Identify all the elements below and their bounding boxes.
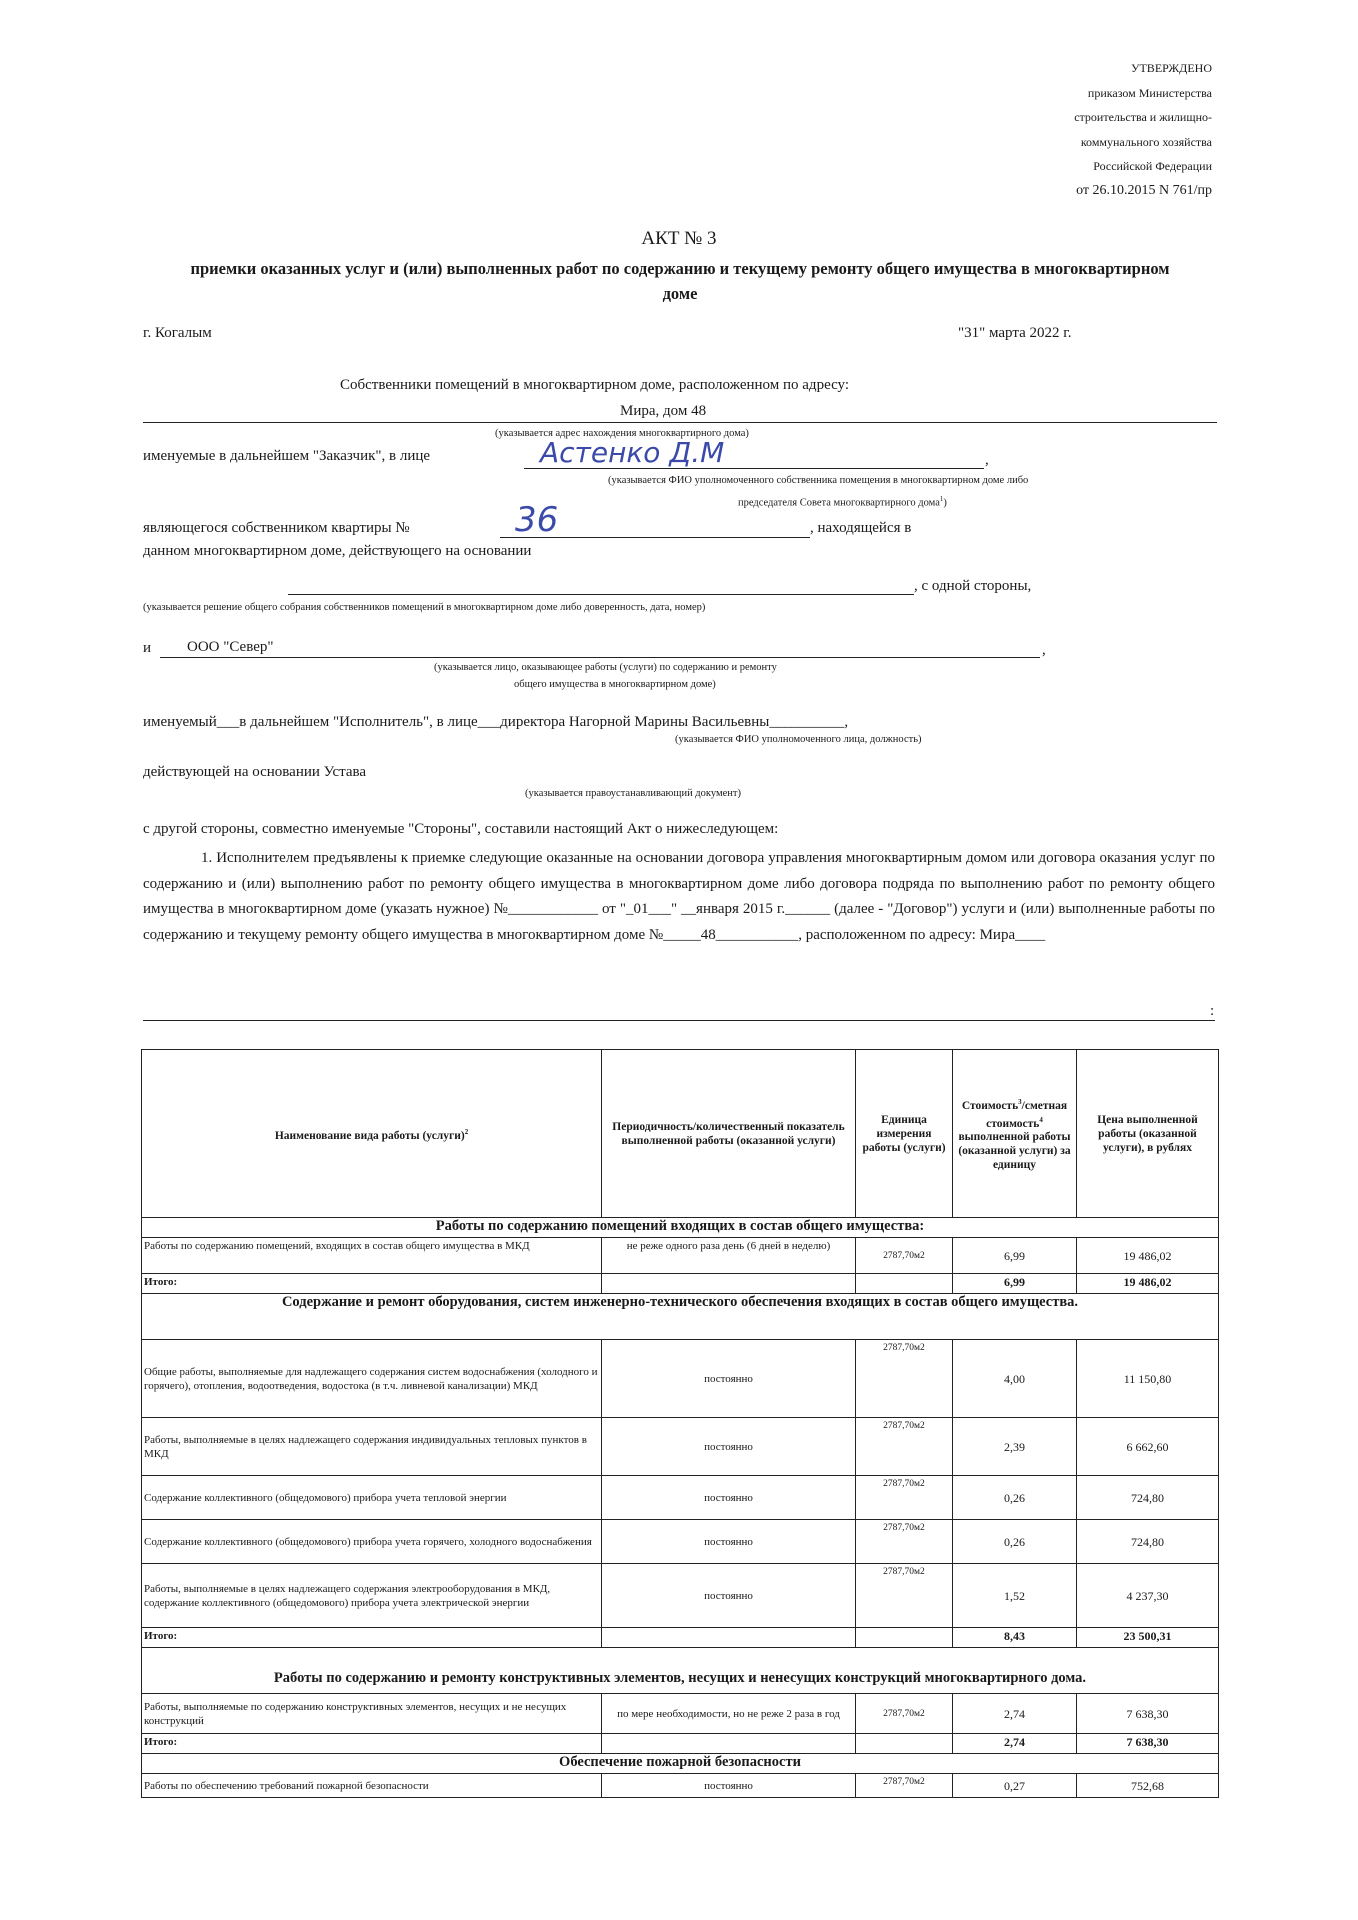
table-row	[142, 1476, 1219, 1520]
basis-hint: (указывается правоустанавливающий документ)	[525, 788, 741, 799]
table-row	[142, 1418, 1219, 1476]
act-title: приемки оказанных услуг и (или) выполненных работ по содержанию и текущему ремонту общего имущества в многоквартирном доме	[190, 259, 1170, 303]
contractor-underline	[160, 657, 1040, 658]
section-title: Работы по содержанию и ремонту конструктивных элементов, несущих и ненесущих конструкций многоквартирного дома.	[142, 1648, 1219, 1694]
work-unit: 2787,70м2	[856, 1564, 953, 1628]
work-period: не реже одного раза день (6 дней в неделю)	[602, 1238, 856, 1274]
work-period: постоянно	[602, 1564, 856, 1628]
work-unit: 2787,70м2	[856, 1476, 953, 1520]
total-row	[142, 1628, 1219, 1648]
approval-block	[952, 56, 1212, 203]
owners-intro: Собственники помещений в многоквартирном доме, расположенном по адресу:	[340, 377, 850, 393]
approval-line: строительства и жилищно-	[1074, 110, 1212, 124]
table-row	[142, 1238, 1219, 1274]
header-period: Периодичность/количественный показатель выполненной работы (оказанной услуги)	[602, 1050, 856, 1218]
approval-line: приказом Министерства	[1087, 85, 1212, 100]
act-number: АКТ № 3	[641, 228, 717, 249]
work-price: 4 237,30	[1077, 1564, 1219, 1628]
work-unit: 2787,70м2	[856, 1694, 953, 1734]
work-price: 752,68	[1077, 1774, 1219, 1798]
apartment-owner-label: являющегося собственником квартиры №	[143, 520, 410, 536]
approval-line: коммунального хозяйства	[1080, 134, 1212, 149]
one-side: , с одной стороны,	[914, 578, 1032, 594]
work-name: Работы, выполняемые по содержанию конструктивных элементов, несущих и не несущих конструкций	[142, 1694, 602, 1734]
section-row	[142, 1218, 1219, 1238]
address-underline	[143, 422, 1217, 423]
work-period: постоянно	[602, 1774, 856, 1798]
work-cost: 4,00	[953, 1340, 1077, 1418]
table-row	[142, 1694, 1219, 1734]
table-row	[142, 1520, 1219, 1564]
work-cost: 2,39	[953, 1418, 1077, 1476]
work-unit: 2787,70м2	[856, 1774, 953, 1798]
header-name: Наименование вида работы (услуги)$^2$	[142, 1050, 602, 1218]
contractor-name: ООО "Север"	[187, 639, 274, 655]
work-name: Работы по обеспечению требований пожарной безопасности	[142, 1774, 602, 1798]
apartment-number: 36	[515, 500, 559, 540]
section-title: Обеспечение пожарной безопасности	[142, 1754, 1219, 1774]
address-hint: (указывается адрес нахождения многоквартирного дома)	[495, 428, 749, 439]
act-city: г. Когалым	[143, 325, 212, 341]
clause-1-text: 1. Исполнителем предъявлены к приемке следующие оказанные на основании договора управления многоквартирным домом или договора оказания услуг по содержанию и (или) выполнению работ по ремонту общего имущества в многоквартирном доме либо договора подряда по выполнению работ по ремонту общего имущества в многоквартирном доме (указать нужное) №____________ от "_01___" __января 2015 г.______ (далее - "Договор") услуги и (или) выполненные работы по содержанию и текущему ремонту общего имущества в многоквартирном доме №_____48___________, расположенном по адресу: Мира____	[143, 850, 1215, 943]
total-price: 23 500,31	[1077, 1628, 1219, 1648]
clause-1	[143, 846, 1215, 948]
work-name: Работы по содержанию помещений, входящих в состав общего имущества в МКД	[142, 1238, 602, 1274]
section-row	[142, 1754, 1219, 1774]
work-cost: 6,99	[953, 1238, 1077, 1274]
work-price: 724,80	[1077, 1520, 1219, 1564]
basis-underline	[288, 594, 914, 595]
end-mark: :	[1210, 1003, 1215, 1019]
act-date: "31" марта 2022 г.	[958, 325, 1072, 341]
acting-basis-label: данном многоквартирном доме, действующего на основании	[143, 543, 532, 559]
total-cost: 8,43	[953, 1628, 1077, 1648]
work-period: постоянно	[602, 1340, 856, 1418]
person-hint-2: председателя Совета многоквартирного дома$^1$)	[738, 495, 947, 509]
total-cost: 2,74	[953, 1734, 1077, 1754]
work-price: 19 486,02	[1077, 1238, 1219, 1274]
works-table	[141, 1049, 1219, 1798]
work-cost: 1,52	[953, 1564, 1077, 1628]
work-cost: 0,26	[953, 1520, 1077, 1564]
total-label: Итого:	[142, 1734, 602, 1754]
work-unit: 2787,70м2	[856, 1340, 953, 1418]
total-row	[142, 1734, 1219, 1754]
work-name: Работы, выполняемые в целях надлежащего содержания индивидуальных тепловых пунктов в МКД	[142, 1418, 602, 1476]
work-price: 11 150,80	[1077, 1340, 1219, 1418]
work-price: 724,80	[1077, 1476, 1219, 1520]
address-line-underline	[143, 1020, 1215, 1021]
total-price: 7 638,30	[1077, 1734, 1219, 1754]
work-period: постоянно	[602, 1520, 856, 1564]
approval-line: Российской Федерации	[1093, 159, 1212, 173]
work-cost: 0,26	[953, 1476, 1077, 1520]
work-cost: 2,74	[953, 1694, 1077, 1734]
work-name: Работы, выполняемые в целях надлежащего содержания электрооборудования в МКД, содержание коллективного (общедомового) прибора учета электрической энергии	[142, 1564, 602, 1628]
total-label: Итого:	[142, 1628, 602, 1648]
person-hint: (указывается ФИО уполномоченного собственника помещения в многоквартирном доме либо	[608, 475, 1029, 486]
decision-hint: (указывается решение общего собрания собственников помещений в многоквартирном доме либо доверенность, дата, номер)	[143, 602, 706, 613]
approval-order: от 26.10.2015 N 761/пр	[1076, 182, 1212, 198]
table-row	[142, 1564, 1219, 1628]
header-unit: Единица измерения работы (услуги)	[856, 1050, 953, 1218]
section-title: Работы по содержанию помещений входящих в состав общего имущества:	[142, 1218, 1219, 1238]
comma: ,	[1042, 642, 1046, 658]
contractor-basis: действующей на основании Устава	[143, 764, 367, 780]
total-row	[142, 1274, 1219, 1294]
customer-signature: Астенко Д.М	[540, 436, 725, 469]
section-row	[142, 1294, 1219, 1340]
work-period: по мере необходимости, но не реже 2 раза в год	[602, 1694, 856, 1734]
work-unit: 2787,70м2	[856, 1520, 953, 1564]
work-name: Общие работы, выполняемые для надлежащего содержания систем водоснабжения (холодного и горячего), отопления, водоотведения, водостока (в т.ч. ливневой канализации) МКД	[142, 1340, 602, 1418]
representative-hint: (указывается ФИО уполномоченного лица, должность)	[675, 734, 922, 745]
section-row	[142, 1648, 1219, 1694]
house-address: Мира, дом 48	[620, 403, 707, 419]
header-cost: Стоимость$^3$/сметная стоимость$^4$ выполненной работы (оказанной услуги) за единицу	[953, 1050, 1077, 1218]
customer-named: именуемые в дальнейшем "Заказчик", в лице	[143, 448, 431, 464]
other-side: с другой стороны, совместно именуемые "Стороны", составили настоящий Акт о нижеследующем:	[143, 821, 779, 837]
table-row	[142, 1340, 1219, 1418]
comma: ,	[985, 452, 989, 468]
contractor-and: и	[143, 640, 152, 656]
work-unit: 2787,70м2	[856, 1418, 953, 1476]
work-name: Содержание коллективного (общедомового) прибора учета тепловой энергии	[142, 1476, 602, 1520]
work-period: постоянно	[602, 1418, 856, 1476]
section-title: Содержание и ремонт оборудования, систем инженерно-технического обеспечения входящих в состав общего имущества.	[142, 1294, 1219, 1340]
table-row	[142, 1774, 1219, 1798]
apartment-located: , находящейся в	[810, 520, 912, 536]
contractor-hint-2: общего имущества в многоквартирном доме)	[514, 679, 716, 690]
work-name: Содержание коллективного (общедомового) прибора учета горячего, холодного водоснабжения	[142, 1520, 602, 1564]
contractor-hint: (указывается лицо, оказывающее работы (услуги) по содержанию и ремонту	[434, 662, 777, 673]
table-header	[142, 1050, 1219, 1218]
approval-title: УТВЕРЖДЕНО	[1130, 61, 1212, 75]
work-unit: 2787,70м2	[856, 1238, 953, 1274]
contractor-representative: именуемый___в дальнейшем "Исполнитель", в лице___директора Нагорной Марины Васильевны__________,	[143, 714, 849, 730]
total-cost: 6,99	[953, 1274, 1077, 1294]
header-price: Цена выполненной работы (оказанной услуги), в рублях	[1077, 1050, 1219, 1218]
work-cost: 0,27	[953, 1774, 1077, 1798]
total-price: 19 486,02	[1077, 1274, 1219, 1294]
work-period: постоянно	[602, 1476, 856, 1520]
work-price: 6 662,60	[1077, 1418, 1219, 1476]
total-label: Итого:	[142, 1274, 602, 1294]
work-price: 7 638,30	[1077, 1694, 1219, 1734]
